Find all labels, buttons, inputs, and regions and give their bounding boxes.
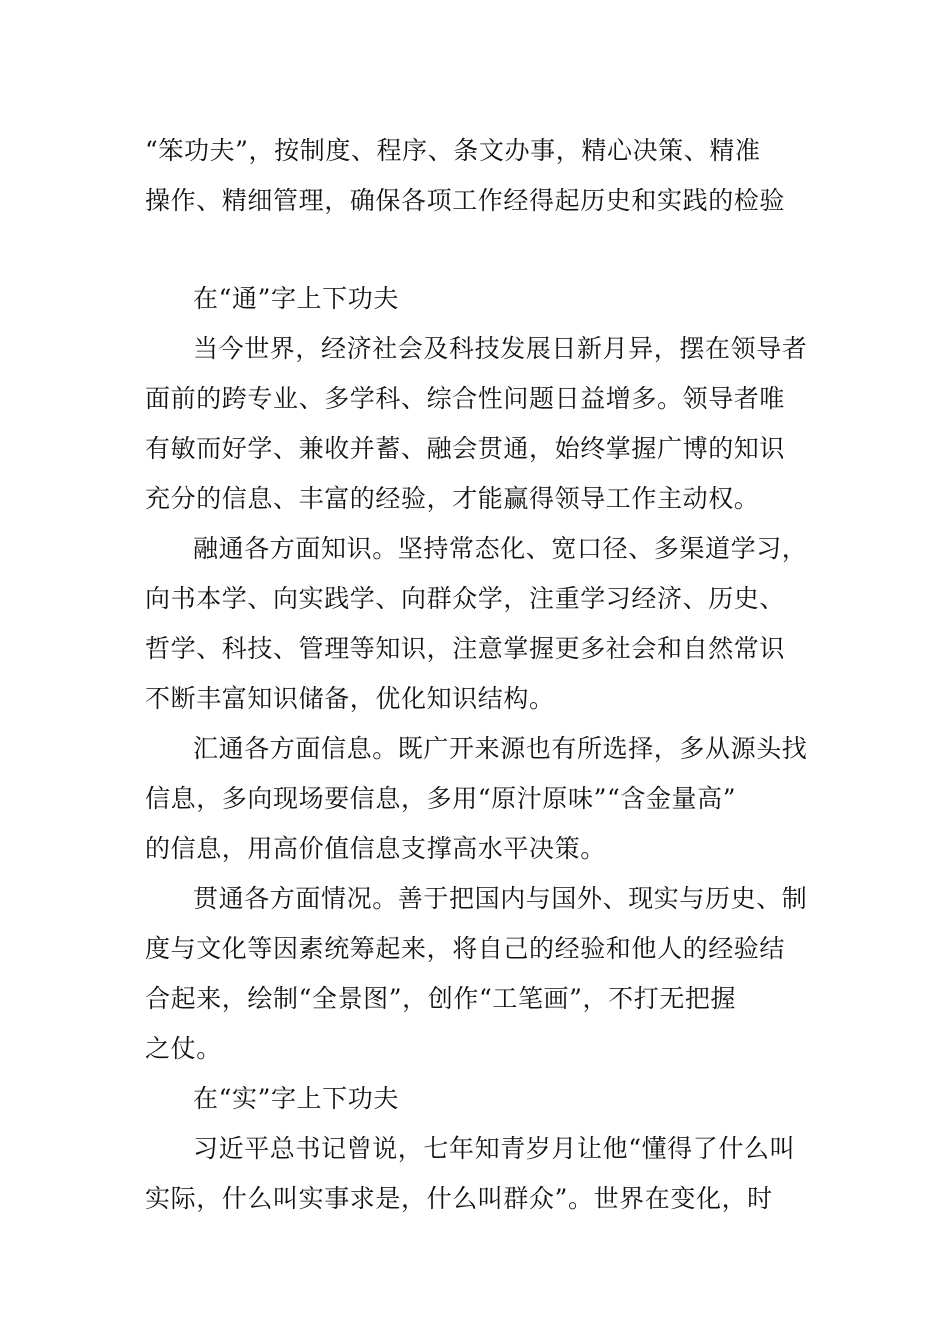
text-line: “笨功夫”，按制度、程序、条文办事，精心决策、精准 (145, 136, 761, 165)
text-line: 充分的信息、丰富的经验，才能赢得领导工作主动权。 (145, 484, 760, 513)
text-line: 之仗。 (145, 1034, 222, 1063)
paragraph-start: 汇通各方面信息。既广开来源也有所选择，多从源头找 (193, 734, 808, 763)
text-line: 面前的跨专业、多学科、综合性问题日益增多。领导者唯 (145, 384, 786, 413)
text-line: 向书本学、向实践学、向群众学，注重学习经济、历史、 (145, 584, 786, 613)
section-heading-shi: 在“实”字上下功夫 (193, 1084, 399, 1113)
text-line: 实际，什么叫实事求是，什么叫群众”。世界在变化，时 (145, 1184, 773, 1213)
section-heading-tong: 在“通”字上下功夫 (193, 284, 399, 313)
text-line: 操作、精细管理，确保各项工作经得起历史和实践的检验 (145, 186, 786, 215)
text-line: 度与文化等因素统筹起来，将自己的经验和他人的经验结 (145, 934, 786, 963)
paragraph-start: 当今世界，经济社会及科技发展日新月异，摆在领导者 (193, 334, 808, 363)
paragraph-start: 贯通各方面情况。善于把国内与国外、现实与历史、制 (193, 884, 808, 913)
text-line: 有敏而好学、兼收并蓄、融会贯通，始终掌握广博的知识 (145, 434, 786, 463)
paragraph-start: 融通各方面知识。坚持常态化、宽口径、多渠道学习， (193, 534, 808, 563)
text-line: 信息，多向现场要信息，多用“原汁原味”“含金量高” (145, 784, 737, 813)
text-line: 的信息，用高价值信息支撑高水平决策。 (145, 834, 606, 863)
text-line: 不断丰富知识储备，优化知识结构。 (145, 684, 555, 713)
text-line: 哲学、科技、管理等知识，注意掌握更多社会和自然常识 (145, 634, 786, 663)
paragraph-start: 习近平总书记曾说，七年知青岁月让他“懂得了什么叫 (193, 1134, 796, 1163)
text-line: 合起来，绘制“全景图”，创作“工笔画”，不打无把握 (145, 984, 737, 1013)
